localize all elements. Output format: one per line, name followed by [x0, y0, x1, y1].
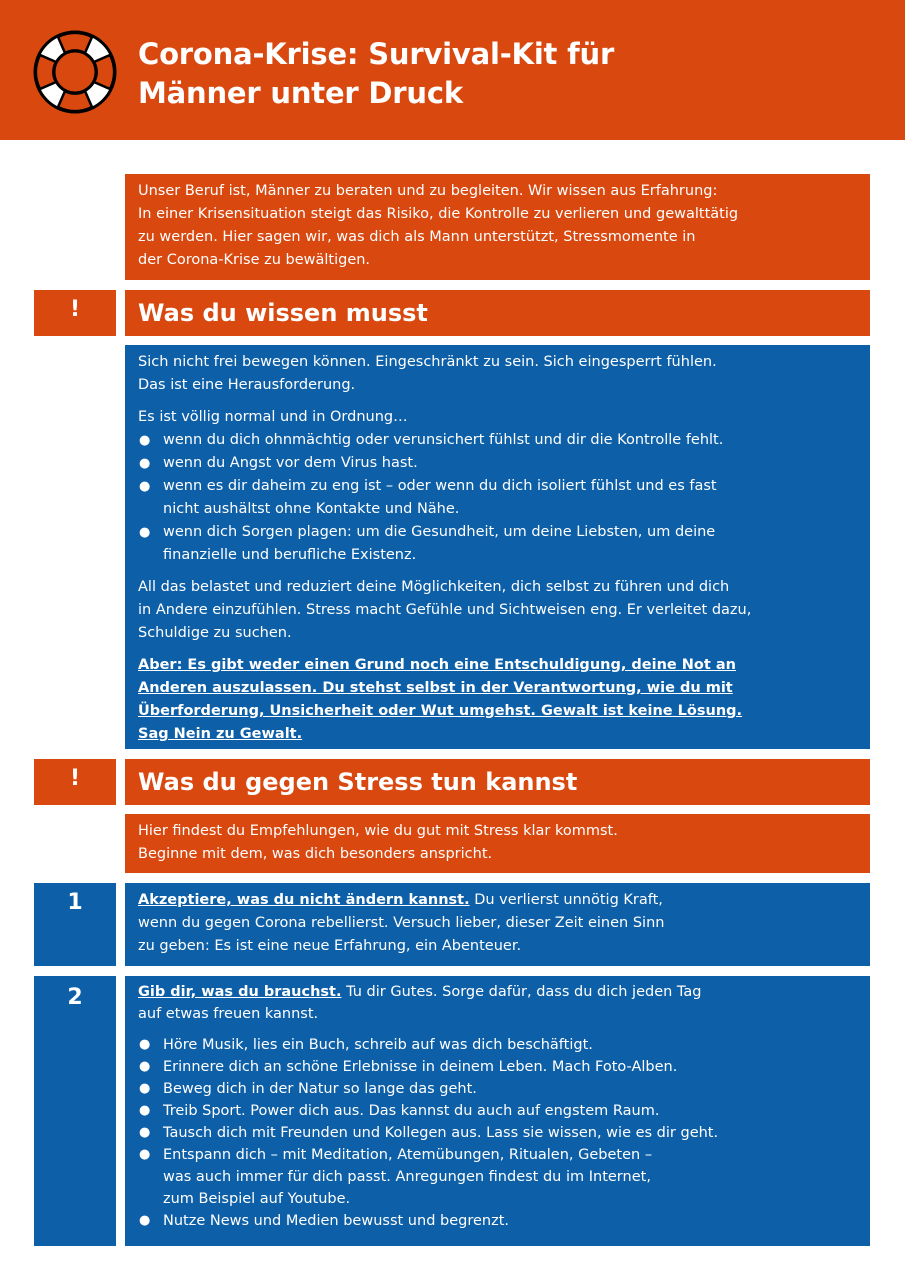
- tip-text: Tu dir Gutes. Sorge dafür, dass du dich jeden Tag: [341, 984, 702, 1000]
- list-item-text: nicht aushältst ohne Kontakte und Nähe.: [163, 501, 460, 517]
- list-item: [138, 1122, 858, 1144]
- bullet-icon: ●: [139, 1125, 151, 1140]
- stress-intro-box: [125, 814, 870, 873]
- list-item: [138, 452, 858, 475]
- tip-title: Gib dir, was du brauchst.: [138, 984, 342, 1000]
- bullet-icon: ●: [139, 479, 151, 494]
- section-marker: !: [34, 290, 116, 336]
- tip-number: 1: [34, 883, 116, 966]
- bullet-icon: ●: [139, 1213, 151, 1228]
- tip-title: Akzeptiere, was du nicht ändern kannst.: [138, 892, 470, 908]
- list-item-text: Beweg dich in der Natur so lange das geht.: [163, 1081, 477, 1097]
- tip-number: 2: [34, 976, 116, 1246]
- tip-box: [125, 883, 870, 966]
- tip-text: Du verlierst unnötig Kraft,: [469, 892, 663, 908]
- bullet-icon: ●: [139, 1147, 151, 1162]
- intro-line: der Corona-Krise zu bewältigen.: [138, 252, 371, 268]
- text-line: Es ist völlig normal und in Ordnung…: [138, 409, 408, 425]
- intro-line: In einer Krisensituation steigt das Risiko, die Kontrolle zu verlieren und gewalttätig: [138, 206, 739, 222]
- intro-line: Unser Beruf ist, Männer zu beraten und zu begleiten. Wir wissen aus Erfahrung:: [138, 183, 718, 199]
- page-title: [138, 35, 838, 113]
- bullet-icon: ●: [139, 525, 151, 540]
- lifebuoy-icon: [30, 27, 120, 117]
- list-item-text: Treib Sport. Power dich aus. Das kannst du auch auf engstem Raum.: [163, 1103, 660, 1119]
- header-banner: [0, 0, 905, 140]
- title-line-2: Männer unter Druck: [138, 76, 463, 110]
- title-line-1: Corona-Krise: Survival-Kit für: [138, 37, 615, 71]
- list-item: [138, 1078, 858, 1100]
- text-line: Hier findest du Empfehlungen, wie du gut mit Stress klar kommst.: [138, 823, 618, 839]
- text-line: in Andere einzufühlen. Stress macht Gefühle und Sichtweisen eng. Er verleitet dazu,: [138, 602, 752, 618]
- list-item: [138, 521, 858, 567]
- list-item-text: wenn du Angst vor dem Virus hast.: [163, 455, 418, 471]
- bullet-icon: ●: [139, 456, 151, 471]
- list-item: [138, 1100, 858, 1122]
- tip-box: [125, 976, 870, 1246]
- bullet-icon: ●: [139, 1081, 151, 1096]
- list-item-text: zum Beispiel auf Youtube.: [163, 1191, 351, 1207]
- intro-box: [125, 174, 870, 280]
- list-item: [138, 475, 858, 521]
- list-item: [138, 1034, 858, 1056]
- section-heading: Was du wissen musst: [125, 290, 870, 336]
- list-item-text: Tausch dich mit Freunden und Kollegen aus. Lass sie wissen, wie es dir geht.: [163, 1125, 719, 1141]
- intro-line: zu werden. Hier sagen wir, was dich als Mann unterstützt, Stressmomente in: [138, 229, 696, 245]
- bullet-icon: ●: [139, 1037, 151, 1052]
- text-line: Sich nicht frei bewegen können. Eingeschränkt zu sein. Sich eingesperrt fühlen.: [138, 354, 717, 370]
- bullet-icon: ●: [139, 1059, 151, 1074]
- emphasis-line: Überforderung, Unsicherheit oder Wut umgehst. Gewalt ist keine Lösung.: [138, 703, 743, 719]
- list-item-text: wenn du dich ohnmächtig oder verunsichert fühlst und dir die Kontrolle fehlt.: [163, 432, 724, 448]
- list-item-text: finanzielle und berufliche Existenz.: [163, 547, 417, 563]
- tip-text: auf etwas freuen kannst.: [138, 1006, 319, 1022]
- list-item: [138, 1144, 858, 1210]
- bullet-icon: ●: [139, 433, 151, 448]
- bullet-icon: ●: [139, 1103, 151, 1118]
- text-line: Das ist eine Herausforderung.: [138, 377, 356, 393]
- list-item-text: was auch immer für dich passt. Anregungen findest du im Internet,: [163, 1169, 651, 1185]
- list-item-text: wenn es dir daheim zu eng ist – oder wenn du dich isoliert fühlst und es fast: [163, 478, 717, 494]
- list-item: [138, 429, 858, 452]
- list-item: [138, 1210, 858, 1232]
- list-item-text: Nutze News und Medien bewusst und begrenzt.: [163, 1213, 509, 1229]
- text-line: All das belastet und reduziert deine Möglichkeiten, dich selbst zu führen und dich: [138, 579, 730, 595]
- emphasis-line: Sag Nein zu Gewalt.: [138, 726, 303, 742]
- text-line: Schuldige zu suchen.: [138, 625, 292, 641]
- bullet-list: [138, 429, 858, 567]
- emphasis-line: Aber: Es gibt weder einen Grund noch eine Entschuldigung, deine Not an: [138, 657, 736, 673]
- list-item-text: Entspann dich – mit Meditation, Atemübungen, Ritualen, Gebeten –: [163, 1147, 653, 1163]
- tip-text: wenn du gegen Corona rebellierst. Versuch lieber, dieser Zeit einen Sinn: [138, 915, 665, 931]
- knowledge-box: [125, 345, 870, 749]
- list-item: [138, 1056, 858, 1078]
- list-item-text: Erinnere dich an schöne Erlebnisse in deinem Leben. Mach Foto-Alben.: [163, 1059, 678, 1075]
- emphasis-line: Anderen auszulassen. Du stehst selbst in der Verantwortung, wie du mit: [138, 680, 733, 696]
- text-line: Beginne mit dem, was dich besonders anspricht.: [138, 846, 493, 862]
- section-heading: Was du gegen Stress tun kannst: [125, 759, 870, 805]
- list-item-text: Höre Musik, lies ein Buch, schreib auf was dich beschäftigt.: [163, 1037, 593, 1053]
- bullet-list: [138, 1034, 858, 1232]
- list-item-text: wenn dich Sorgen plagen: um die Gesundheit, um deine Liebsten, um deine: [163, 524, 716, 540]
- tip-text: zu geben: Es ist eine neue Erfahrung, ein Abenteuer.: [138, 938, 522, 954]
- section-marker: !: [34, 759, 116, 805]
